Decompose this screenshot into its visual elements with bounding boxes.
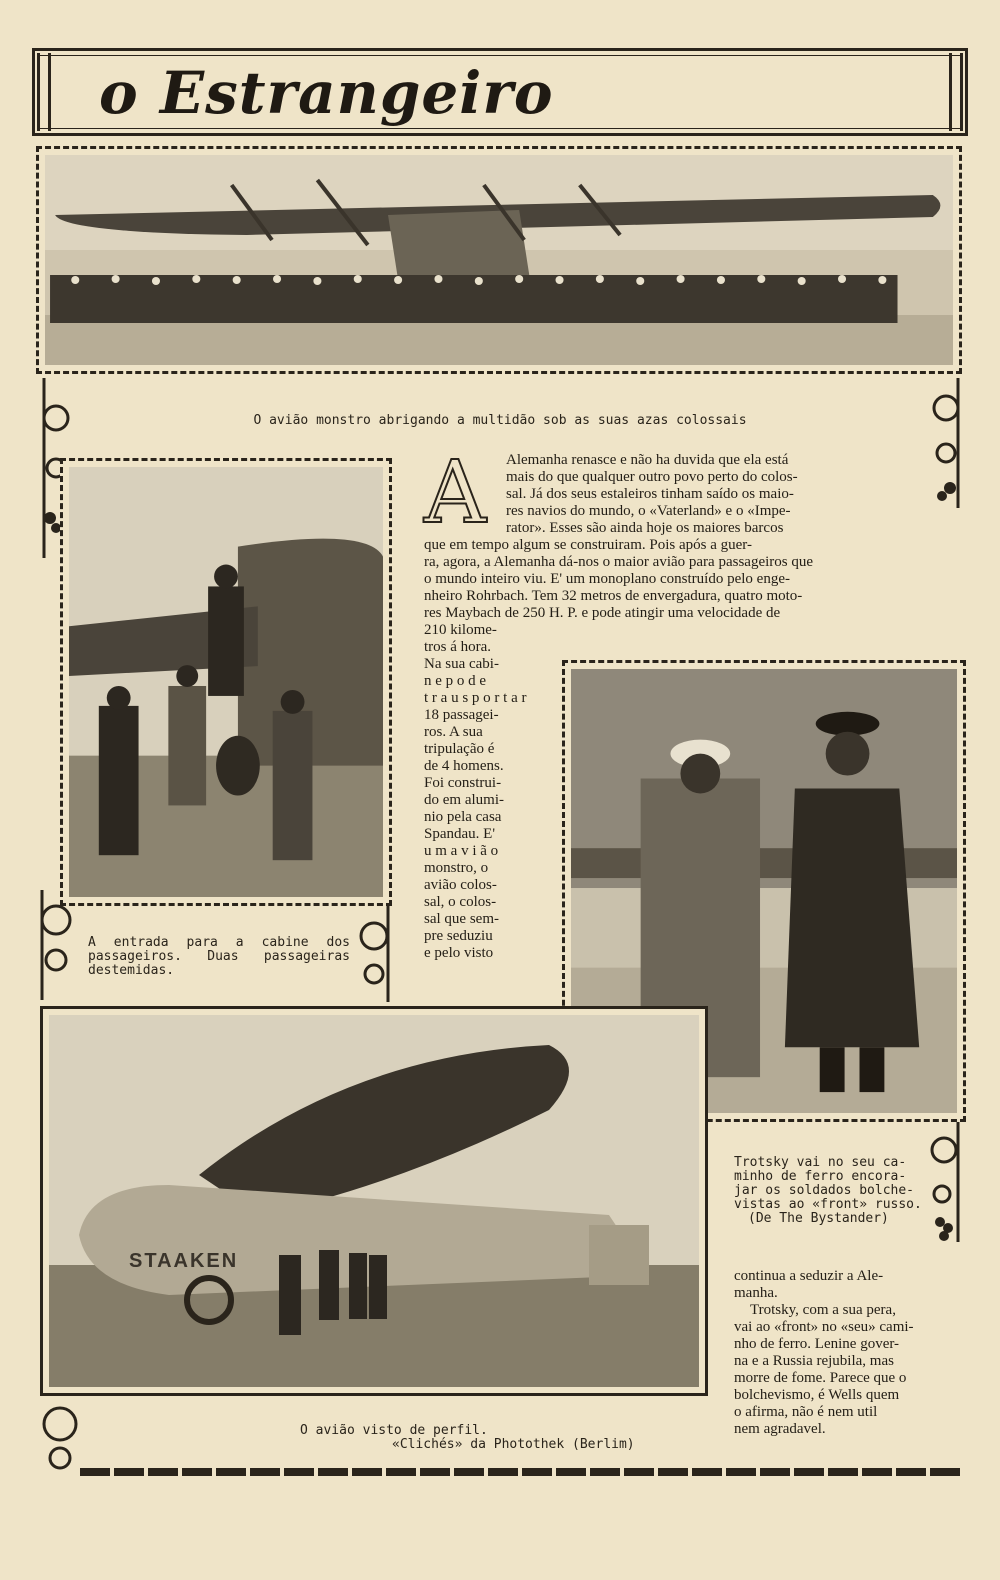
article-line: o afirma, não é nem util — [734, 1404, 878, 1420]
top-photo-frame — [36, 146, 962, 374]
caption-line: minho de ferro encora- — [734, 1169, 907, 1184]
article-line: e pelo visto — [424, 945, 494, 961]
footer-rule — [80, 1468, 960, 1476]
scroll-ornament-right — [949, 53, 963, 131]
scroll-ornament-bottom-left — [36, 890, 76, 1000]
grape-ornament-right — [926, 1122, 966, 1242]
article-line: ra, agora, a Alemanha dá-nos o maior avião para passageiros que — [424, 554, 814, 570]
article-line: res Maybach de 250 H. P. e pode atingir uma velocidade de — [424, 605, 781, 621]
caption-line: (De The Bystander) — [748, 1211, 889, 1226]
left-photo-frame — [60, 458, 392, 906]
article-line: monstro, o — [424, 860, 489, 876]
art-nouveau-ornament-right — [926, 378, 966, 508]
scroll-ornament-footer-left — [36, 1396, 86, 1486]
top-photo-caption: O avião monstro abrigando a multidão sob as suas azas colossais — [253, 413, 747, 428]
airplane-profile-photo — [49, 1015, 699, 1387]
caption-line: jar os soldados bolche- — [734, 1183, 915, 1198]
article-line: Trotsky, com a sua pera, — [750, 1302, 896, 1318]
article-line: tripulação é — [424, 741, 495, 757]
aircraft-marking-text: STAAKEN — [129, 1250, 239, 1272]
article-line: 210 kilome- — [424, 622, 497, 638]
caption-line: vistas ao «front» russo. — [734, 1197, 922, 1212]
article-line: nheiro Rohrbach. Tem 32 metros de envergadura, quatro moto- — [424, 588, 803, 604]
article-line: res navios do mundo, o «Vaterland» e o «Impe- — [506, 503, 791, 519]
article-line: pre seduziu — [424, 928, 493, 944]
article-line: de 4 homens. — [424, 758, 504, 774]
caption-line: Trotsky vai no seu ca- — [734, 1155, 907, 1170]
article-line: ros. A sua — [424, 724, 483, 740]
drop-cap: A — [424, 443, 487, 543]
article-line: bolchevismo, é Wells quem — [734, 1387, 900, 1403]
article-line: avião colos- — [424, 877, 497, 893]
page-title: o Estrangeiro — [99, 59, 554, 127]
article-line: nem agradavel. — [734, 1421, 826, 1437]
article-intro — [506, 452, 902, 537]
bottom-photo-frame — [40, 1006, 708, 1396]
article-line: nio pela casa — [424, 809, 502, 825]
article-line: que em tempo algum se construiram. Pois após a guer- — [424, 537, 752, 553]
article-line: mais do que qualquer outro povo perto do colos- — [506, 469, 798, 485]
title-banner — [32, 48, 968, 136]
article-line: sal. Já dos seus estaleiros tinham saído os maio- — [506, 486, 794, 502]
article-line: u m a v i ã o — [424, 843, 499, 859]
article-continuation — [734, 1268, 960, 1438]
article-line: rator». Esses são ainda hoje os maiores barcos — [506, 520, 784, 536]
article-line: o mundo inteiro viu. E' um monoplano construído pelo enge- — [424, 571, 790, 587]
article-line: vai ao «front» no «seu» cami- — [734, 1319, 914, 1335]
article-line: tros á hora. — [424, 639, 492, 655]
bottom-photo-caption — [300, 1424, 660, 1452]
article-line: n e p o d e — [424, 673, 487, 689]
caption-line: «Clichés» da Photothek (Berlim) — [392, 1437, 635, 1452]
left-photo-caption: A entrada para a cabine dos passageiros. Duas passageiras destemidas. — [88, 935, 350, 978]
article-line: continua a seduzir a Ale- — [734, 1268, 884, 1284]
article-line: Spandau. E' — [424, 826, 496, 842]
article-line: Alemanha renasce e não ha duvida que ela está — [506, 452, 789, 468]
article-line: nho de ferro. Lenine gover- — [734, 1336, 900, 1352]
giant-airplane-crowd-photo — [45, 155, 953, 365]
article-line: do em alumi- — [424, 792, 504, 808]
article-narrow-column — [424, 622, 530, 962]
article-line: Foi construi- — [424, 775, 502, 791]
article-line: Na sua cabi- — [424, 656, 499, 672]
cabin-entrance-photo — [69, 467, 383, 897]
article-line: manha. — [734, 1285, 778, 1301]
article-line: t r a u s p o r t a r — [424, 690, 527, 706]
article-line: morre de fome. Parece que o — [734, 1370, 907, 1386]
article-line: sal, o colos- — [424, 894, 497, 910]
right-photo-caption — [734, 1156, 924, 1226]
scroll-ornament-left — [37, 53, 51, 131]
article-wide-text — [424, 537, 958, 622]
caption-line: O avião visto de perfil. — [300, 1423, 488, 1438]
scroll-ornament-bottom-right — [354, 906, 394, 1002]
article-line: 18 passagei- — [424, 707, 499, 723]
article-line: na e a Russia rejubila, mas — [734, 1353, 894, 1369]
article-line: sal que sem- — [424, 911, 499, 927]
